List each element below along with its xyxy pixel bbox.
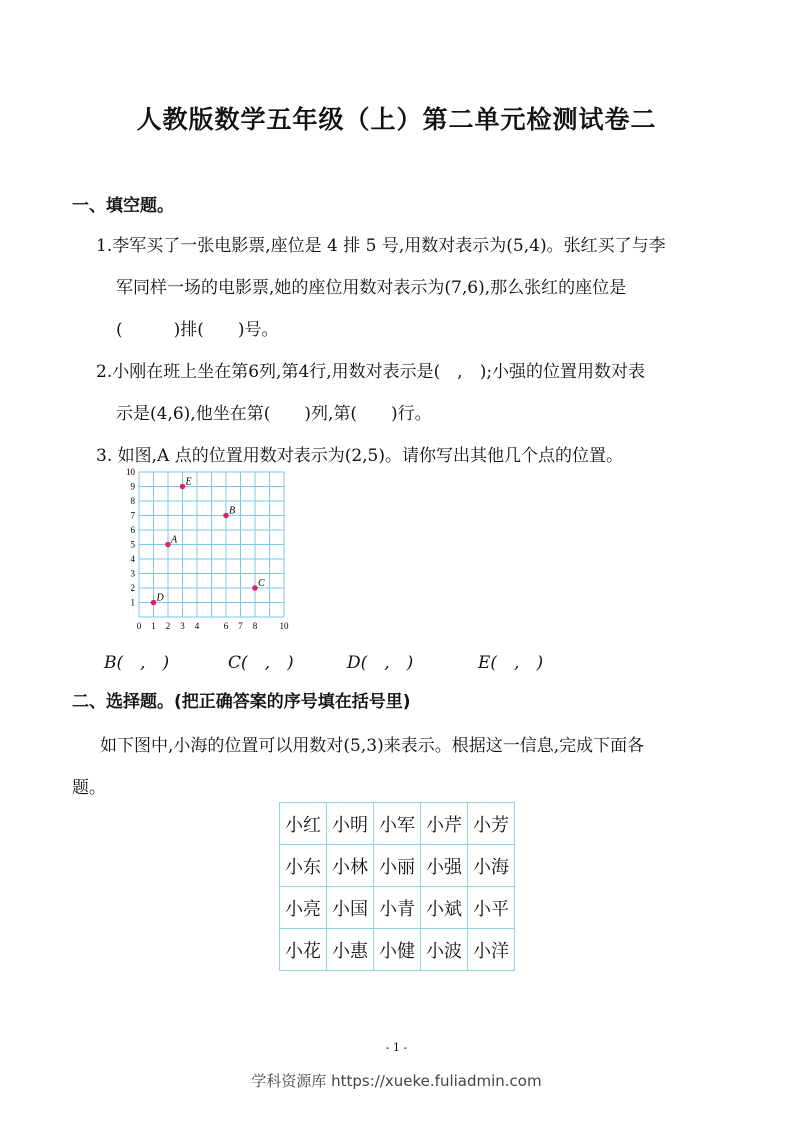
point-label-d: D xyxy=(156,592,164,604)
seat-cell: 小惠 xyxy=(327,929,374,971)
seat-cell: 小洋 xyxy=(468,929,515,971)
y-tick-label: 4 xyxy=(130,554,135,564)
point-label-e: E xyxy=(185,476,192,488)
point-b xyxy=(223,513,229,519)
seat-cell: 小林 xyxy=(327,845,374,887)
seat-cell: 小丽 xyxy=(374,845,421,887)
seat-cell: 小军 xyxy=(374,803,421,845)
seat-row xyxy=(280,929,515,971)
seat-cell: 小国 xyxy=(327,887,374,929)
y-tick-label: 2 xyxy=(130,583,135,593)
y-tick-label: 6 xyxy=(130,525,135,535)
y-tick-label: 9 xyxy=(130,481,135,492)
answer-e: E( , ) xyxy=(478,653,544,673)
point-a xyxy=(165,542,171,548)
x-tick-label: 4 xyxy=(194,621,200,631)
seat-row xyxy=(280,887,515,929)
x-tick-label: 8 xyxy=(252,621,258,631)
x-tick-label: 3 xyxy=(180,621,185,631)
y-tick-label: 3 xyxy=(130,568,135,579)
y-tick-label: 1 xyxy=(130,597,135,608)
x-tick-label: 0 xyxy=(136,621,142,631)
x-tick-label: 1 xyxy=(151,621,156,631)
seat-cell: 小明 xyxy=(327,803,374,845)
section-2-intro-line-2: 题。 xyxy=(72,778,106,798)
page-title: 人教版数学五年级（上）第二单元检测试卷二 xyxy=(136,105,657,134)
y-tick-label: 7 xyxy=(130,510,135,521)
seat-cell: 小青 xyxy=(374,887,421,929)
x-tick-label: 6 xyxy=(223,621,229,631)
footer-source: 学科资源库 https://xueke.fuliadmin.com xyxy=(251,1072,542,1090)
seat-cell: 小芹 xyxy=(421,803,468,845)
seat-row xyxy=(280,845,515,887)
answer-c: C( , ) xyxy=(228,653,294,673)
y-tick-label: 10 xyxy=(126,467,135,477)
seating-table xyxy=(279,802,515,971)
x-tick-label: 7 xyxy=(238,621,243,631)
y-tick-label: 5 xyxy=(130,539,135,550)
seat-cell: 小平 xyxy=(468,887,515,929)
coordinate-grid-chart xyxy=(102,467,302,634)
page-number: - 1 - xyxy=(385,1041,408,1054)
seat-cell: 小芳 xyxy=(468,803,515,845)
seat-cell: 小健 xyxy=(374,929,421,971)
point-c xyxy=(252,585,258,591)
seat-cell: 小红 xyxy=(280,803,327,845)
q3-line-1: 3. 如图,A 点的位置用数对表示为(2,5)。请你写出其他几个点的位置。 xyxy=(96,446,624,466)
seat-cell: 小海 xyxy=(468,845,515,887)
seat-cell: 小亮 xyxy=(280,887,327,929)
x-tick-label: 10 xyxy=(279,621,289,631)
point-e xyxy=(180,484,186,490)
q1-line-3: ( )排( )号。 xyxy=(116,320,279,340)
point-label-c: C xyxy=(258,578,265,589)
seat-cell: 小斌 xyxy=(421,887,468,929)
q2-line-1: 2.小刚在班上坐在第6列,第4行,用数对表示是( , );小强的位置用数对表 xyxy=(96,362,646,382)
q1-line-1: 1.李军买了一张电影票,座位是 4 排 5 号,用数对表示为(5,4)。张红买了与李 xyxy=(96,236,666,256)
seat-row xyxy=(280,803,515,845)
point-d xyxy=(151,600,157,606)
section-2-intro-line-1: 如下图中,小海的位置可以用数对(5,3)来表示。根据这一信息,完成下面各 xyxy=(100,736,645,756)
answer-d: D( , ) xyxy=(347,653,414,673)
q1-line-2: 军同样一场的电影票,她的座位用数对表示为(7,6),那么张红的座位是 xyxy=(116,278,627,298)
point-label-a: A xyxy=(171,534,178,546)
q2-line-2: 示是(4,6),他坐在第( )列,第( )行。 xyxy=(116,404,432,424)
seat-cell: 小花 xyxy=(280,929,327,971)
seat-cell: 小强 xyxy=(421,845,468,887)
x-tick-label: 2 xyxy=(165,621,171,631)
seat-cell: 小东 xyxy=(280,845,327,887)
point-label-b: B xyxy=(229,505,236,517)
seat-cell: 小波 xyxy=(421,929,468,971)
answer-b: B( , ) xyxy=(104,653,170,673)
section-1-heading: 一、填空题。 xyxy=(72,196,174,216)
y-tick-label: 8 xyxy=(130,496,135,506)
section-2-heading: 二、选择题。(把正确答案的序号填在括号里) xyxy=(72,692,411,712)
